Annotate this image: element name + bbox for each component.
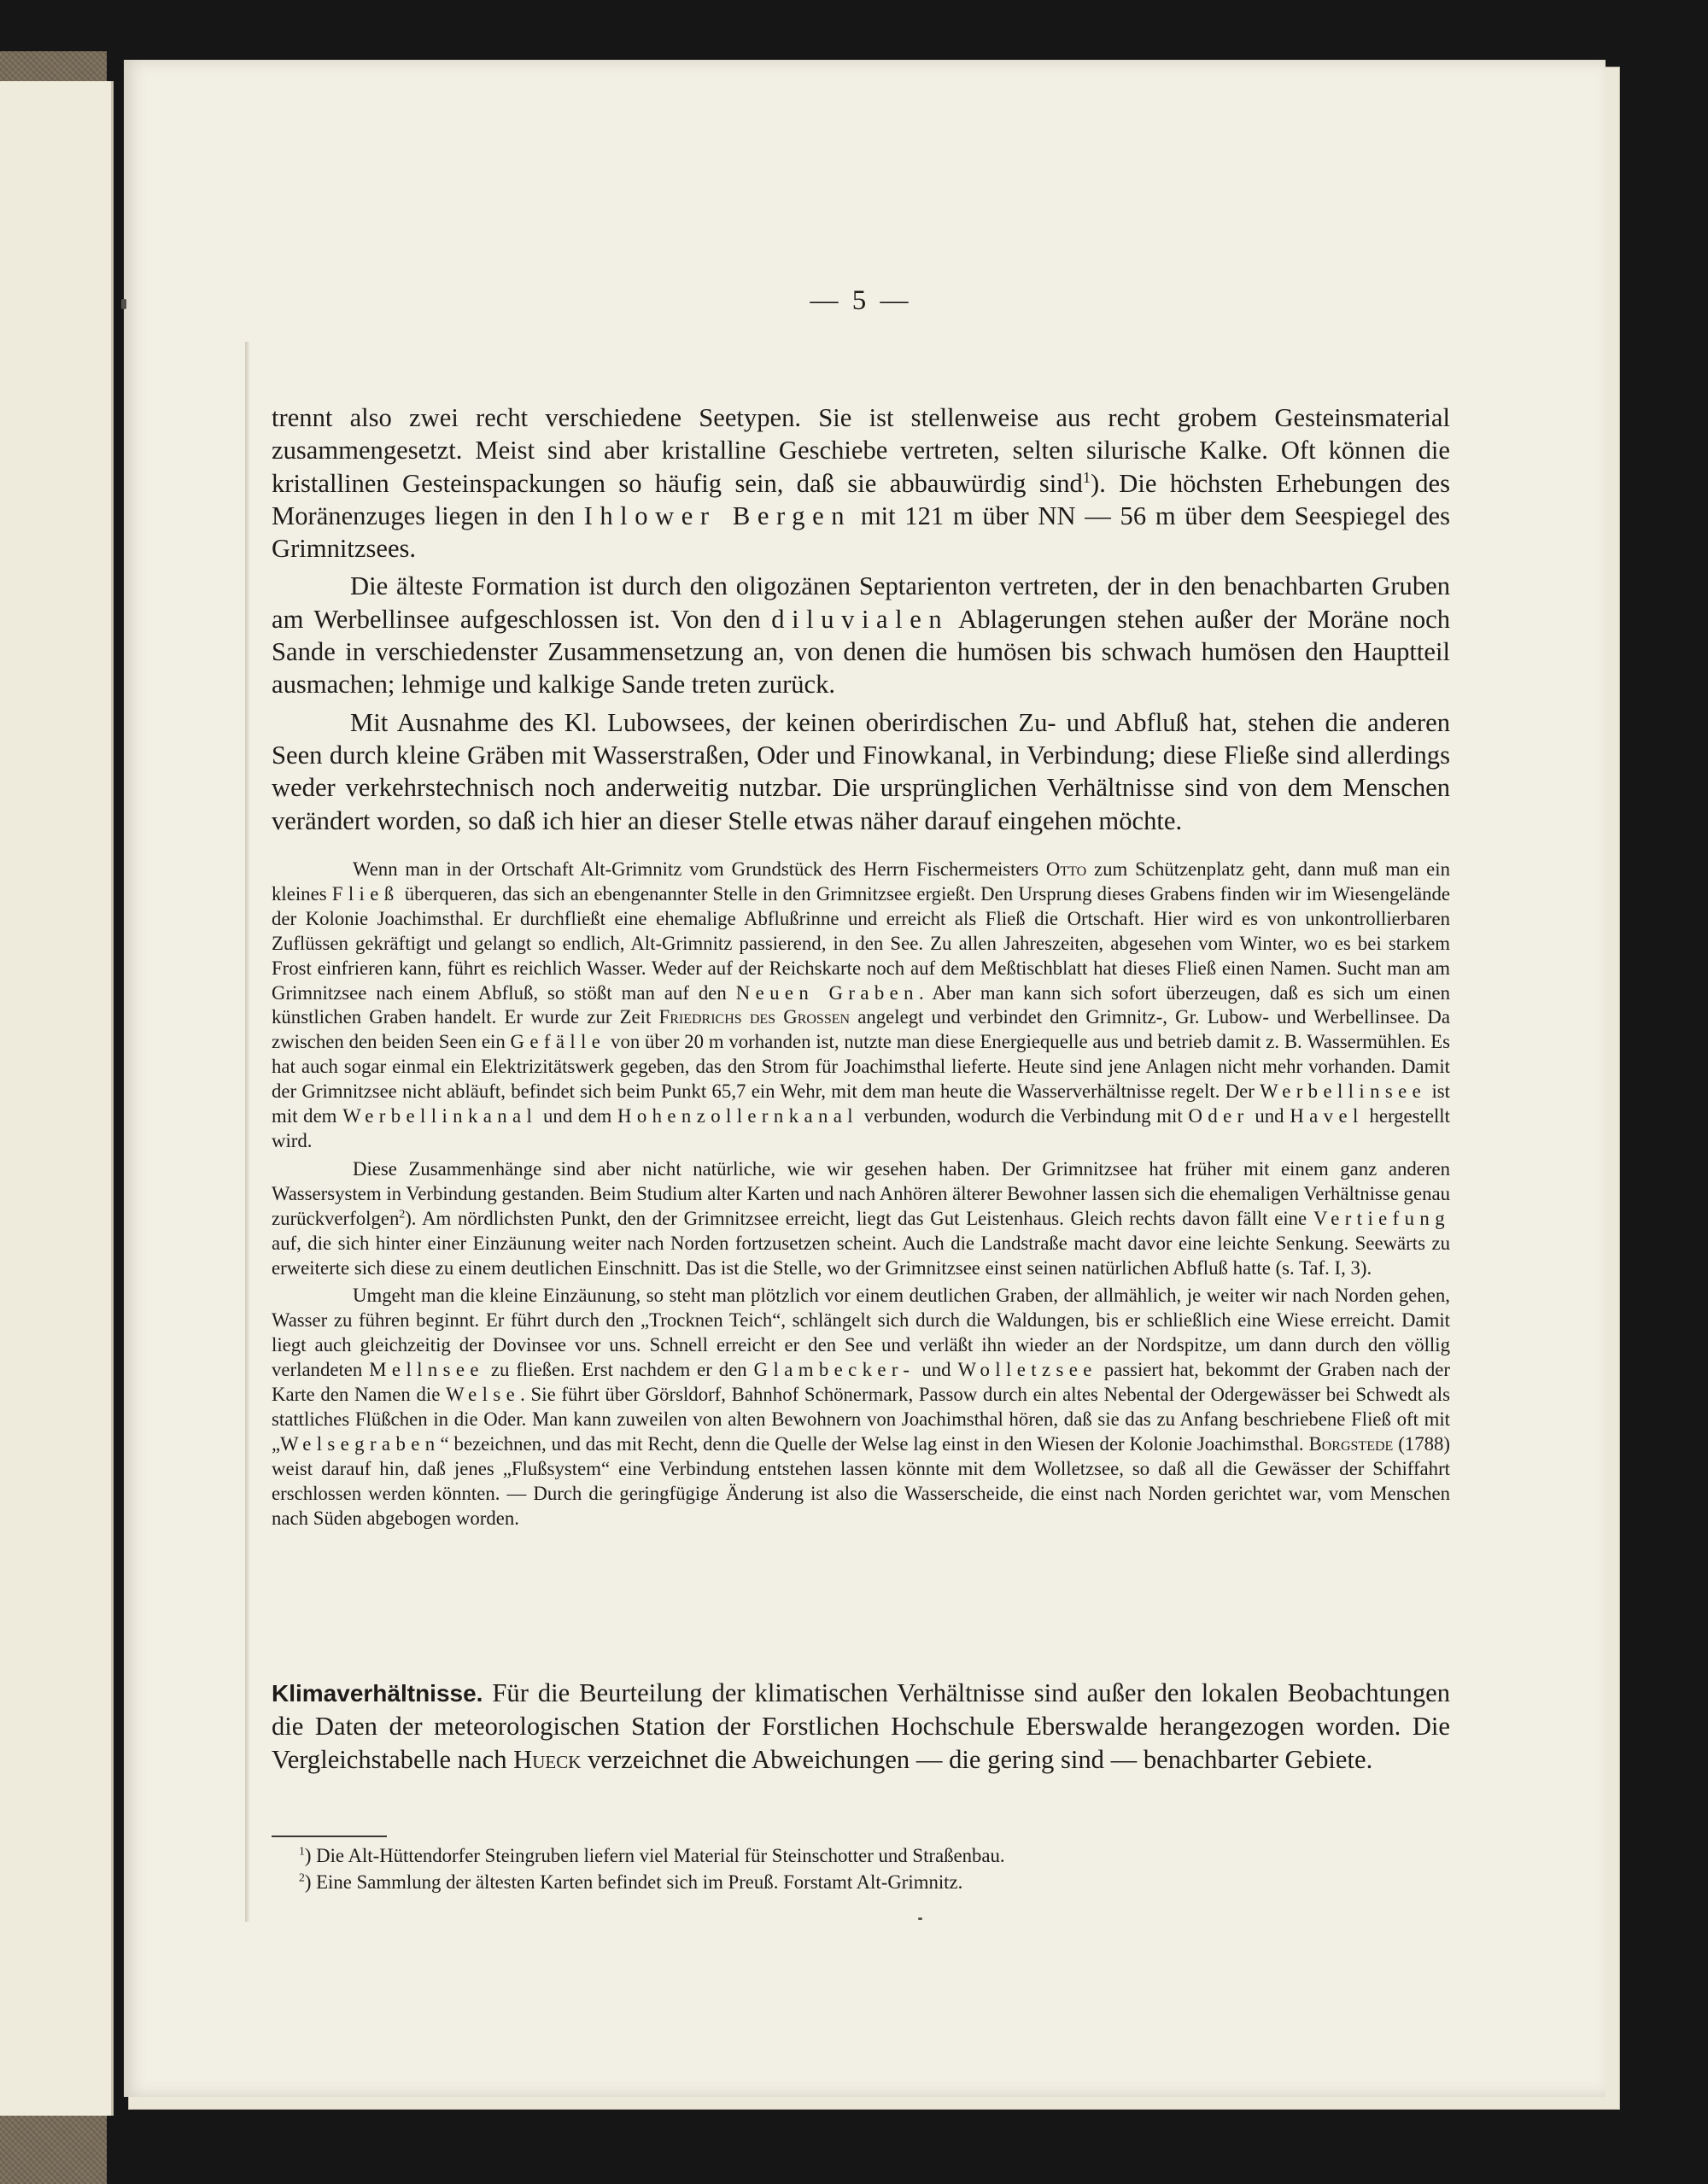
paragraph-welse: Umgeht man die kleine Einzäunung, so steht man plötzlich vor einem deutlichen Graben, der allmählich, je weiter wir nach Norden gehen, Wasser zu führen beginnt. Er führt durch den „Trocknen Teich“, schlängelt sich durch die Waldungen, bis er schließlich eine Wiese erreicht. Damit liegt auch gleichzeitig der Dovinsee vor uns. Schnell erreicht er den See und verläßt ihn wieder an der Nordspitze, um dann durch den völlig verlandeten Mellnsee zu fließen. Erst nachdem er den Glambecker- und Wolletzsee passiert hat, bekommt der Graben nach der Karte den Namen die Welse. Sie führt über Görsldorf, Bahnhof Schönermark, Passow durch ein altes Nebental der Odergewässer bei Schwedt als stattliches Flüßchen in die Oder. Man kann zuweilen von alten Bewohnern von Joachimsthal hören, daß sie das zu Anfang beschriebene Fließ oft mit „Welsegraben“ bezeichnen, und das mit Recht, denn die Quelle der Welse lag einst in den Wiesen der Kolonie Joachimsthal. Borgstede (1788) weist darauf hin, daß jenes „Flußsystem“ eine Verbindung entstehen lassen könnte mit dem Wolletzsee, so daß all die Gewässer der Schiffahrt erschlossen werden könnten. — Durch die geringfügige Änderung ist also die Wasserscheide, die einst nach Norden gerichtet war, vom Menschen nach Süden abgebogen worden. [272,1285,1450,1529]
small-print-text [272,858,1450,1534]
main-text [272,401,1450,837]
footnote-ref-1: 1 [1082,468,1091,486]
footnote-divider [272,1836,387,1837]
footnote-2: $^2$) Eine Sammlung der ältesten Karten befindet sich im Preuß. Forstamt Alt-Grimnitz. [299,1871,963,1893]
footnote-ref-2: 2 [399,1207,406,1221]
section-heading: Klimaverhältnisse. [272,1680,483,1707]
paper-speck [121,299,126,309]
paragraph-fliess: Wenn man in der Ortschaft Alt-Grimnitz vom Grundstück des Herrn Fischermeisters Otto zum Schützenplatz geht, dann muß man ein kleines Fließ überqueren, das sich an ebengenannter Stelle in den Grimnitzsee ergießt. Den Ursprung dieses Grabens finden wir im Wiesengelände der Kolonie Joachimsthal. Er durchfließt eine ehemalige Abflußrinne und erreicht als Fließ die Ortschaft. Hier wird es von unkontrollierbaren Zuflüssen gekräftigt und gelangt so endlich, Alt-Grimnitz passierend, in den See. Zu allen Jahreszeiten, abgesehen vom Winter, wo es bei starkem Frost einfrieren kann, führt es reichlich Wasser. Weder auf der Reichskarte noch auf dem Meßtischblatt hat dieses Fließ einen Namen. Sucht man am Grimnitzsee nach einem Abfluß, so stößt man auf den Neuen Graben. Aber man kann sich sofort überzeugen, daß es sich um einen künstlichen Graben handelt. Er wurde zur Zeit Friedrichs des Grossen angelegt und verbindet den Grimnitz-, Gr. Lubow- und Werbellinsee. Da zwischen den beiden Seen ein Gefälle von über 20 m vorhanden ist, nutzte man diese Energiequelle aus und betrieb damit z. B. Wassermühlen. Es hat auch sogar einmal ein Elektrizitätswerk gegeben, das den Strom für Joachimsthal lieferte. Heute sind jene Anlagen nicht mehr vorhanden. Damit der Grimnitzsee nicht abläuft, befindet sich beim Punkt 65,7 ein Wehr, mit dem man heute die Wasserverhältnisse regelt. Der Werbellinsee ist mit dem Werbellinkanal und dem Hohenzollernkanal verbunden, wodurch die Verbindung mit Oder und Havel hergestellt wird. [272,858,1450,1151]
book-page [124,60,1606,2097]
paragraph-formation: Die älteste Formation ist durch den oligozänen Septarienton vertreten, der in den benachbarten Gruben am Werbellinsee aufgeschlossen ist. Von den diluvialen Ablagerungen stehen außer der Moräne noch Sande in verschiedenster Zusammensetzung an, von denen die humösen bis schwach humösen den Hauptteil ausmachen; lehmige und kalkige Sande treten zurück. [272,571,1451,700]
paragraph-history: Diese Zusammenhänge sind aber nicht natürliche, wie wir gesehen haben. Der Grimnitzsee hat früher mit einem ganz anderen Wassersystem in Verbindung gestanden. Beim Studium alter Karten und nach Anhören älterer Bewohner lassen sich die ehemaligen Verhältnisse genau zurückverfolgen$^2$). Am nördlichsten Punkt, den der Grimnitzsee erreicht, liegt das Gut Leistenhaus. Gleich rechts davon fällt eine Vertiefung auf, die sich hinter einer Einzäunung weiter nach Norden fortzusetzen scheint. Auch die Landstraße macht davor eine leichte Senkung. Seewärts zu erweiterte sich diese zu einem deutlichen Einschnitt. Das ist die Stelle, wo der Grimnitzsee einst seinen natürlichen Abfluß hatte (s. Taf. I, 3). [272,1157,1450,1279]
page-gutter [245,342,250,1922]
paragraph-lakes: Mit Ausnahme des Kl. Lubowsees, der keinen oberirdischen Zu- und Abfluß hat, stehen die anderen Seen durch kleine Gräben mit Wasserstraßen, Oder und Finowkanal, in Verbindung; diese Fließe sind allerdings weder verkehrstechnisch noch anderweitig nutzbar. Die ursprünglichen Verhältnisse sind von dem Menschen verändert worden, so daß ich hier an dieser Stelle etwas näher darauf eingehen möchte. [272,707,1450,835]
climate-section: Klimaverhältnisse. Für die Beurteilung der klimatischen Verhältnisse sind außer den lokalen Beobachtungen die Daten der meteorologischen Station der Forstlichen Hochschule Eberswalde herangezogen worden. Die Vergleichstabelle nach Hueck verzeichnet die Abweichungen — die gering sind — benachbarter Gebiete. [272,1678,1450,1774]
paper-speck [918,1918,922,1920]
page-number: — 5 — [810,285,912,316]
paragraph-moraine: trennt also zwei recht verschiedene Seetypen. Sie ist stellenweise aus recht grobem Gesteinsmaterial zusammengesetzt. Meist sind aber kristalline Geschiebe vertreten, selten silurische Kalke. Oft können die kristallinen Gesteinspackungen so häufig sein, daß sie abbauwürdig sind$^1$). Die höchsten Erhebungen des Moränenzuges liegen in den Ihlower Bergen mit 121 m über NN — 56 m über dem Seespiegel des Grimnitzsees. [272,403,1450,564]
left-page-edge [0,81,114,2116]
footnotes [272,1842,1450,1895]
footnote-1: $^1$) Die Alt-Hüttendorfer Steingruben liefern viel Material für Steinschotter und Straßenbau. [299,1844,1005,1866]
